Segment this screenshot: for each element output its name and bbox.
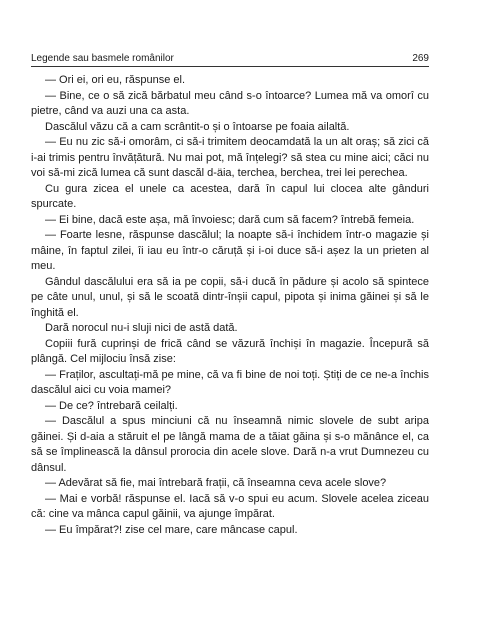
paragraph: — Dascălul a spus minciuni că nu înseamnă nimic slovele de subt aripa găinei. Și d-aia a stăruit el pe lângă mama de a tăiat găina și s-o mănânce el, ca să se împlinească la dânsul prorocia din acele slove. Dară n-a vrut Dumnezeu cu dânsul. [31, 415, 429, 474]
paragraph: — Fraților, ascultați-mă pe mine, că va fi bine de noi toți. Știți de ce ne-a închis dascălul aici cu voia mamei? [31, 368, 429, 396]
body-text [31, 73, 429, 538]
paragraph: — Mai e vorbă! răspunse el. Iacă să v-o spui eu acum. Slovele acelea ziceau că: cine va mânca capul găinii, va ajunge împărat. [31, 492, 429, 520]
paragraph: — Ei bine, dacă este așa, mă învoiesc; dară cum să facem? întrebă femeia. [45, 213, 415, 226]
paragraph: — Eu împărat?! zise cel mare, care mâncase capul. [45, 523, 298, 536]
paragraph: — Ori ei, ori eu, răspunse el. [45, 74, 186, 86]
book-title: Legende sau basmele românilor [31, 53, 174, 64]
paragraph: Dară norocul nu-i sluji nici de astă dată. [45, 322, 238, 334]
paragraph: Dascălul văzu că a cam scrântit-o și o întoarse pe foaia ailaltă. [45, 120, 350, 133]
paragraph: Cu gura zicea el unele ca acestea, dară în capul lui clocea alte gânduri spurcate. [31, 182, 429, 210]
paragraph: Gândul dascălului era să ia pe copii, să-i ducă în pădure și acolo să spintece pe câte unul, unul, și să le scoată dintr-înșii capul, pipota și inima găinei și să le înghită el. [31, 275, 429, 319]
paragraph: — Foarte lesne, răspunse dascălul; la noapte să-i închidem într-o magazie și mâine, în faptul zilei, îi iau eu într-o căruță și i-oi duce să-i așez la un prieten al meu. [31, 229, 429, 272]
paragraph: — Bine, ce o să zică bărbatul meu când s-o întoarce? Lumea mă va omorî cu pietre, când va auzi una ca asta. [31, 89, 429, 117]
paragraph: — Adevărat să fie, mai întrebară frații, că înseamna ceva acele slove? [45, 477, 387, 489]
paragraph: Copiii fură cuprinși de frică când se văzură închiși în magazie. Începură să plângă. Cel mijlociu însă zise: [31, 337, 429, 365]
header-rule [31, 66, 429, 67]
paragraph: — Eu nu zic să-i omorâm, ci să-i trimitem deocamdată la un alt oraș; să zici că i-ai trimis pentru învățătură. Nu mai pot, mă înțelegi? să stea cu mine aici; căci nu voi să-mi zică lumea că sunt dascăl d-äia, terchea, berchea, trei lei perechea. [31, 136, 429, 179]
page-number: 269 [412, 53, 429, 64]
running-header [31, 53, 429, 65]
paragraph: — De ce? întrebară ceilalți. [45, 399, 178, 412]
